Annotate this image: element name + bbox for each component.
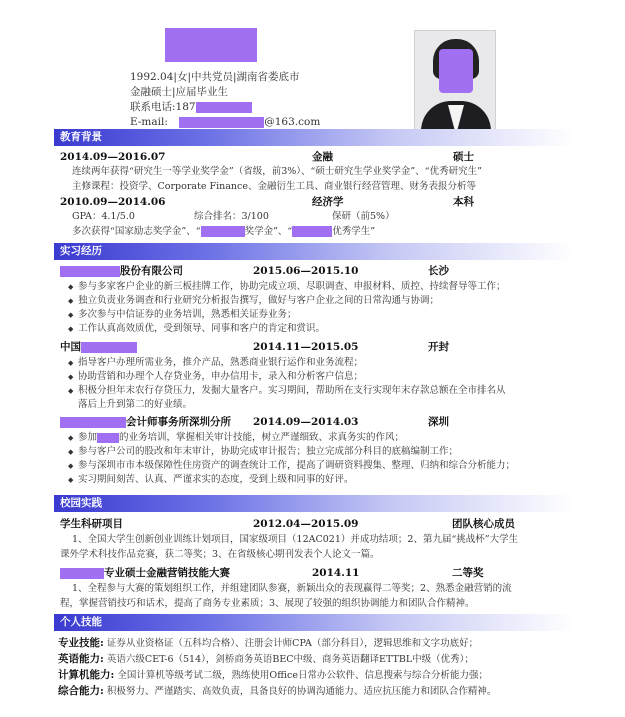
intern-3-first-a: 参加 <box>78 432 98 443</box>
edu-2-rank: 综合排名：3/100 <box>194 211 269 222</box>
edu-2-awards-b: 奖学金”、“ <box>244 226 293 237</box>
intern-1-city: 长沙 <box>428 265 449 277</box>
list-item: ◆ 参与多家客户企业的新三板挂牌工作，协助完成立项、尽职调查、申报材料、质控、持续督导等工作； <box>68 280 506 294</box>
skill-general <box>58 684 496 699</box>
education-status: 金融硕士|应届毕业生 <box>130 86 229 98</box>
skill-professional-text: 证券从业资格证（五科均合格）、注册会计师CPA（部分科目），逻辑思维和文字功底好； <box>106 638 479 649</box>
redacted-company-3 <box>60 417 126 428</box>
email-label: E-mail: <box>130 116 168 128</box>
skill-english <box>58 652 474 667</box>
edu-1-degree: 硕士 <box>453 151 474 163</box>
campus-1-title: 学生科研项目 <box>60 518 123 530</box>
email-line <box>130 115 320 130</box>
redacted-company-2 <box>81 342 137 353</box>
skill-computer-text: 全国计算机等级考试二级，熟练使用Office日常办公软件、信息搜索与综合分析能力强； <box>117 670 488 681</box>
edu-2-awards-a: 多次获得“国家励志奖学金”、“ <box>72 226 201 237</box>
campus-2-line2: 程，掌握营销技巧和话术，提高了商务专业素质；3、展现了较强的组织协调能力和团队合作精神。 <box>60 598 475 609</box>
skill-professional-label: 专业技能: <box>58 637 104 649</box>
intern-3-company <box>60 416 231 429</box>
redacted-face <box>439 49 473 93</box>
campus-2-period: 2014.11 <box>312 567 360 579</box>
edu-1-courses: 主修课程：投资学、Corporate Finance、金融衍生工具、商业银行经营管理、财务表报分析等 <box>72 181 476 192</box>
section-campus: 校园实践 <box>54 495 574 512</box>
basic-info: 1992.04|女|中共党员|湖南省娄底市 <box>130 71 300 83</box>
list-item: ◆ 指导客户办理所需业务，推介产品，熟悉商业银行运作和业务流程； <box>68 356 506 370</box>
campus-1-line1: 1、全国大学生创新创业训练计划项目，国家级项目（12AC021）并成功结项；2、第九届“挑战杯”大学生 <box>72 534 519 545</box>
list-item: ◆ 多次参与中信证券的业务培训，熟悉相关证券业务； <box>68 308 506 322</box>
intern-1-company-name: 股份有限公司 <box>120 265 183 277</box>
edu-2-awards-c: 优秀学生” <box>332 226 376 237</box>
email-suffix: @163.com <box>264 116 321 128</box>
list-item: ◆ 实习期间刻苦、认真、严谨求实的态度，受到上级和同事的好评。 <box>68 473 515 487</box>
edu-2-period: 2010.09—2014.06 <box>60 196 166 208</box>
intern-2-city: 开封 <box>428 341 449 353</box>
phone-line <box>130 100 320 115</box>
edu-1-major: 金融 <box>312 151 333 163</box>
redacted-award-1 <box>201 226 245 237</box>
skill-english-label: 英语能力: <box>58 653 104 665</box>
intern-3-bullets <box>68 431 515 487</box>
intern-3-first-b: 的业务培训，掌握相关审计技能，树立严谨细致、求真务实的作风； <box>119 432 405 443</box>
edu-2-gpa: GPA：4.1/5.0 <box>72 211 135 222</box>
skill-computer <box>58 668 488 683</box>
redacted-campus <box>60 568 104 579</box>
intern-1-company <box>60 265 183 278</box>
redacted-company-1 <box>60 266 120 277</box>
list-item: ◆ 独立负责业务调查和行业研究分析报告撰写，做好与客户企业之间的日常沟通与协调； <box>68 294 506 308</box>
intern-1-bullets <box>68 280 506 336</box>
intern-2-bullets <box>68 356 506 398</box>
edu-2-awards <box>72 225 375 239</box>
section-internship: 实习经历 <box>54 243 574 260</box>
redacted-email <box>179 117 264 128</box>
edu-2-degree: 本科 <box>453 196 474 208</box>
list-item: ◆ 协助营销和办理个人存贷业务，申办信用卡，录入和分析客户信息； <box>68 370 506 384</box>
section-skills: 个人技能 <box>54 614 574 631</box>
redacted-firm <box>97 433 119 443</box>
campus-2-role: 二等奖 <box>452 567 484 579</box>
campus-1-period: 2012.04—2015.09 <box>253 518 359 530</box>
intern-3-company-name: 会计师事务所深圳分所 <box>126 416 231 428</box>
personal-info <box>130 70 320 130</box>
intern-1-period: 2015.06—2015.10 <box>253 265 359 277</box>
list-item <box>68 431 515 445</box>
campus-1-role: 团队核心成员 <box>452 518 515 530</box>
intern-3-period: 2014.09—2014.03 <box>253 416 359 428</box>
profile-photo <box>414 30 496 132</box>
list-item: ◆ 工作认真高效质优，受到领导、同事和客户的肯定和赏识。 <box>68 322 506 336</box>
section-education: 教育背景 <box>54 129 574 146</box>
list-item: ◆ 参与深圳市市本级保障性住房资产的调查统计工作，提高了调研资料搜集、整理、归纳和综合分析能力； <box>68 459 515 473</box>
skill-general-label: 综合能力: <box>58 685 104 697</box>
edu-2-major: 经济学 <box>312 196 344 208</box>
campus-1-line2: 课外学术科技作品竞赛，获二等奖；3、在省级核心期刊发表个人论文一篇。 <box>60 549 380 560</box>
intern-2-period: 2014.11—2015.05 <box>253 341 359 353</box>
skill-computer-label: 计算机能力: <box>58 669 115 681</box>
phone-label: 联系电话:187 <box>130 101 196 113</box>
edu-2-recommend: 保研（前5%） <box>332 211 395 222</box>
skill-general-text: 积极努力、严谨踏实、高效负责，具备良好的协调沟通能力、适应抗压能力和团队合作精神。 <box>106 686 497 697</box>
campus-2-title <box>60 567 230 580</box>
list-item: ◆ 参与客户公司的股改和年末审计，协助完成审计报告；独立完成部分科目的底稿编制工作； <box>68 445 515 459</box>
edu-1-period: 2014.09—2016.07 <box>60 151 166 163</box>
skill-english-text: 英语六级CET-6（514），剑桥商务英语BEC中级、商务英语翻译ETTBL中级（优秀）； <box>106 654 474 665</box>
redacted-name <box>165 28 257 62</box>
redacted-phone <box>196 102 252 113</box>
edu-1-awards: 连续两年获得“研究生一等学业奖学金”（省级，前3%）、“硕士研究生学业奖学金”、“优秀研究生” <box>72 166 482 177</box>
redacted-award-2 <box>292 226 332 237</box>
intern-2-company <box>60 341 137 354</box>
list-item: ◆ 积极分担年末农行存贷压力，发掘大量客户。实习期间，帮助所在支行实现年末存款总额在全市排名从 <box>68 384 506 398</box>
intern-2-company-name: 中国 <box>60 341 81 353</box>
campus-2-line1: 1、全程参与大赛的策划组织工作，并组建团队参赛，新颖出众的表现赢得二等奖；2、熟悉金融营销的流 <box>72 583 512 594</box>
intern-2-continuation: 落后上升到第二的好业绩。 <box>78 399 193 410</box>
skill-professional <box>58 636 478 651</box>
campus-2-title-text: 专业硕士金融营销技能大赛 <box>104 567 230 579</box>
intern-3-city: 深圳 <box>428 416 449 428</box>
